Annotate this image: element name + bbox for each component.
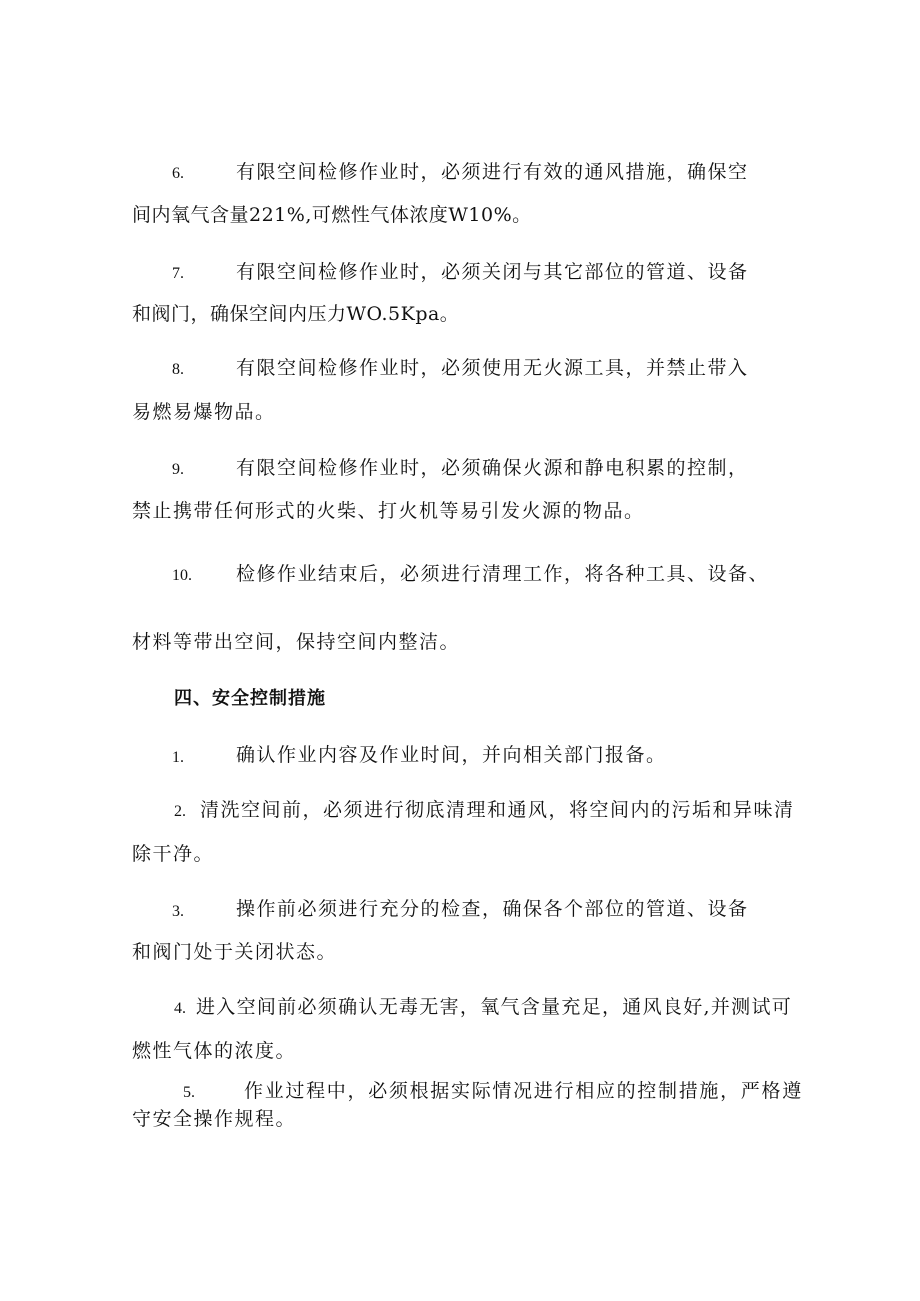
section-item-4-number: 4. (174, 1000, 186, 1017)
section-item-2-number: 2. (174, 803, 186, 820)
item-6-line1: 有限空间检修作业时，必须进行有效的通风措施，确保空 (236, 161, 749, 183)
item-6-number: 6. (172, 165, 184, 182)
item-10-line2: 材料等带出空间，保持空间内整洁。 (132, 631, 461, 653)
item-6-line2: 间内氧气含量221%,可燃性气体浓度W10%。 (132, 204, 532, 226)
item-7-number: 7. (172, 265, 184, 282)
section-item-4-line1: 进入空间前必须确认无毒无害，氧气含量充足，通风良好,并测试可 (196, 996, 793, 1018)
item-8-line1: 有限空间检修作业时，必须使用无火源工具，并禁止带入 (236, 357, 749, 379)
item-9-line1: 有限空间检修作业时，必须确保火源和静电积累的控制， (236, 457, 749, 479)
item-7-line2: 和阀门，确保空间内压力WO.5Kpa。 (132, 303, 460, 325)
section-item-5-line2: 守安全操作规程。 (132, 1108, 297, 1130)
section-item-2-line1: 清洗空间前，必须进行彻底清理和通风，将空间内的污垢和异味清 (200, 799, 795, 821)
item-7-line1: 有限空间检修作业时，必须关闭与其它部位的管道、设备 (236, 261, 749, 283)
section-item-1-line1: 确认作业内容及作业时间，并向相关部门报备。 (236, 744, 667, 766)
item-10-line1: 检修作业结束后，必须进行清理工作，将各种工具、设备、 (236, 563, 770, 585)
section-item-5-number: 5. (183, 1084, 195, 1101)
section-item-3-line1: 操作前必须进行充分的检查，确保各个部位的管道、设备 (236, 898, 749, 920)
section-item-2-line2: 除干净。 (132, 843, 215, 865)
section-item-1-number: 1. (172, 749, 184, 766)
section-item-4-line2: 燃性气体的浓度。 (132, 1040, 297, 1062)
item-8-number: 8. (172, 361, 184, 378)
item-8-line2: 易燃易爆物品。 (132, 401, 276, 423)
item-9-number: 9. (172, 461, 184, 478)
section-item-3-number: 3. (172, 903, 184, 920)
section-heading: 四、安全控制措施 (174, 688, 326, 709)
item-9-line2: 禁止携带任何形式的火柴、打火机等易引发火源的物品。 (132, 500, 645, 522)
section-item-5-line1: 作业过程中，必须根据实际情况进行相应的控制措施，严格遵 (244, 1080, 803, 1102)
item-10-number: 10. (172, 567, 192, 584)
section-item-3-line2: 和阀门处于关闭状态。 (132, 941, 338, 963)
